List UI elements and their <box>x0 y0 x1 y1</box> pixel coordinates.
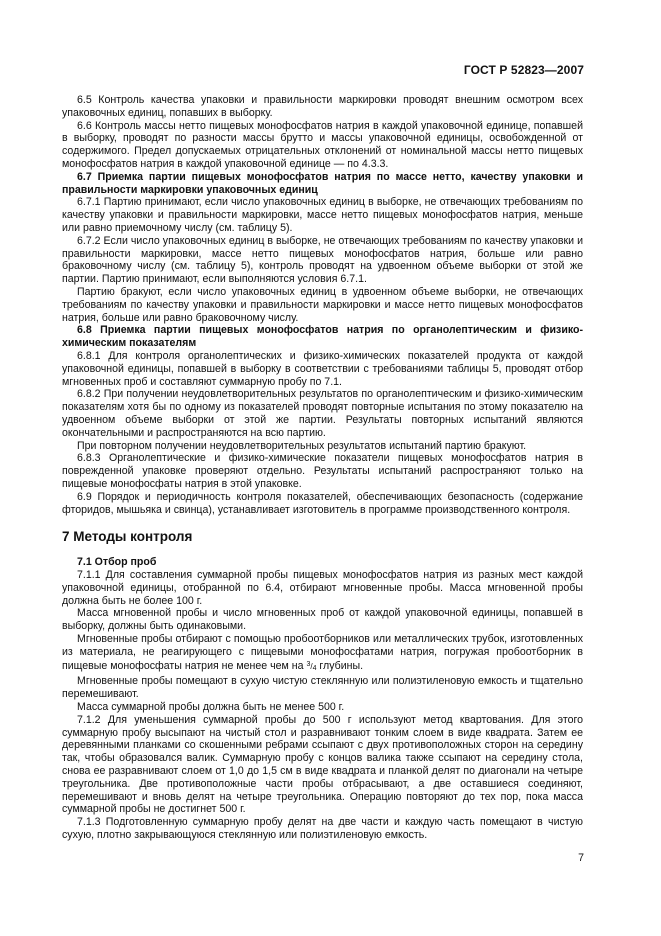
paragraph-6-7-1: 6.7.1 Партию принимают, если число упаковочных единиц в выборке, не отвечающих требованиям по качеству упаковки и правильности маркировки, массе нетто пищевых монофосфатов натрия, меньше или равно приемочному числу (см. таблицу 5). <box>62 196 583 234</box>
page-number: 7 <box>578 852 584 864</box>
heading-6-7: 6.7 Приемка партии пищевых монофосфатов натрия по массе нетто, качеству упаковки и правильности маркировки упаковочных единиц <box>62 170 583 196</box>
paragraph-7-1-1-c-text: Мгновенные пробы отбирают с помощью пробоотборников или металлических трубок, изготовленных из материала, не реагирующего с пищевыми монофосфатами натрия, погружая пробоотборник в пищевые монофосфаты натрия не менее чем на <box>62 633 583 672</box>
fraction-three-quarters: $^3/_4$ <box>306 660 317 672</box>
fraction-numerator: 3 <box>306 660 311 668</box>
paragraph-6-5: 6.5 Контроль качества упаковки и правильности маркировки проводят внешним осмотром всех упаковочных единиц, попавших в выборку. <box>62 94 583 119</box>
paragraph-7-1-1-e: Масса суммарной пробы должна быть не менее 500 г. <box>77 701 345 714</box>
paragraph-6-8-3: 6.8.3 Органолептические и физико-химические показатели пищевых монофосфатов натрия в поврежденной упаковке проверяют отдельно. Результаты испытаний распространяют только на пищевые монофосфаты натрия в этой упаковке. <box>62 452 583 490</box>
heading-7-1: 7.1 Отбор проб <box>77 556 157 569</box>
fraction-denominator: 4 <box>312 664 317 672</box>
paragraph-6-8-2: 6.8.2 При получении неудовлетворительных результатов по органолептическим и физико-химическим показателям хотя бы по одному из показателей проводят повторные испытания по этому показателю на удвоенном объеме выборки от этой же партии. Результаты повторных испытаний являются окончательными и распространяются на всю партию. <box>62 388 583 439</box>
document-header: ГОСТ Р 52823—2007 <box>463 63 584 77</box>
paragraph-6-7-2-cont: Партию бракуют, если число упаковочных единиц в удвоенном объеме выборки, не отвечающих требованиям по качеству упаковки и правильности маркировки и массе нетто пищевых монофосфатов натрия, больше или равно браковочному числу. <box>62 285 583 324</box>
paragraph-7-1-1: 7.1.1 Для составления суммарной пробы пищевых монофосфатов натрия из разных мест каждой упаковочной единицы, отобранной по 6.4, отбирают мгновенные пробы. Масса мгновенной пробы должна быть не более 100 г. <box>62 569 583 607</box>
paragraph-7-1-1-b: Масса мгновенной пробы и число мгновенных проб от каждой упаковочной единицы, попавшей в выборку, должны быть одинаковыми. <box>62 607 583 633</box>
document-body <box>62 94 583 842</box>
paragraph-7-1-1-d: Мгновенные пробы помещают в сухую чистую стеклянную или полиэтиленовую емкость и тщательно перемешивают. <box>62 675 583 701</box>
section-7-title: 7 Методы контроля <box>62 529 193 545</box>
paragraph-6-7-2: 6.7.2 Если число упаковочных единиц в выборке, не отвечающих требованиям по качеству упаковки и правильности маркировки, массе нетто пищевых монофосфатов натрия, больше или равно браковочному числу (см. таблицу 5), контроль проводят на удвоенном объеме выборки от этой же партии. Партию принимают, если выполняются условия 6.7.1. <box>62 234 583 286</box>
paragraph-7-1-1-c-end: глубины. <box>316 659 364 672</box>
paragraph-6-8-2-cont: При повторном получении неудовлетворительных результатов испытаний партию бракуют. <box>77 439 527 452</box>
paragraph-6-9: 6.9 Порядок и периодичность контроля показателей, обеспечивающих безопасность (содержание фторидов, мышьяка и свинца), устанавливает изготовитель в программе производственного контроля. <box>62 490 583 516</box>
paragraph-7-1-2: 7.1.2 Для уменьшения суммарной пробы до 500 г используют метод квартования. Для этого суммарную пробу высыпают на чистый стол и разравнивают тонким слоем в виде квадрата. Затем ее деревянными планками со скошенными ребрами ссыпают с двух противоположных сторон на середину так, чтобы образовался валик. Суммарную пробу с концов валика также ссыпают на середину стола, снова ее разравнивают слоем от 1,0 до 1,5 см в виде квадрата и планкой делят по диагонали на четыре треугольника. Две противоположные части пробы отбрасывают, а две оставшиеся соединяют, перемешивают и вновь делят на четыре треугольника. Операцию повторяют до тех пор, пока масса суммарной пробы не достигнет 500 г. <box>62 713 583 816</box>
heading-6-8: 6.8 Приемка партии пищевых монофосфатов натрия по органолептическим и физико-химическим показателям <box>62 324 583 350</box>
paragraph-7-1-1-c <box>62 633 583 675</box>
paragraph-7-1-3: 7.1.3 Подготовленную суммарную пробу делят на две части и каждую часть помещают в чистую сухую, плотно закрывающуюся стеклянную или полиэтиленовую емкость. <box>62 816 583 842</box>
paragraph-6-6: 6.6 Контроль массы нетто пищевых монофосфатов натрия в каждой упаковочной единице, попавшей в выборку, проводят по разности массы брутто и массы упаковочной единицы, освобожденной от содержимого. Предел допускаемых отрицательных отклонений от номинальной массы нетто пищевых монофосфатов натрия в каждой упаковочной единице — по 4.3.3. <box>62 119 583 170</box>
paragraph-6-8-1: 6.8.1 Для контроля органолептических и физико-химических показателей продукта от каждой упаковочной единицы, попавшей в выборку в соответствии с требованиями таблицы 5, проводят отбор мгновенных проб и составляют суммарную пробу по 7.1. <box>62 349 583 388</box>
